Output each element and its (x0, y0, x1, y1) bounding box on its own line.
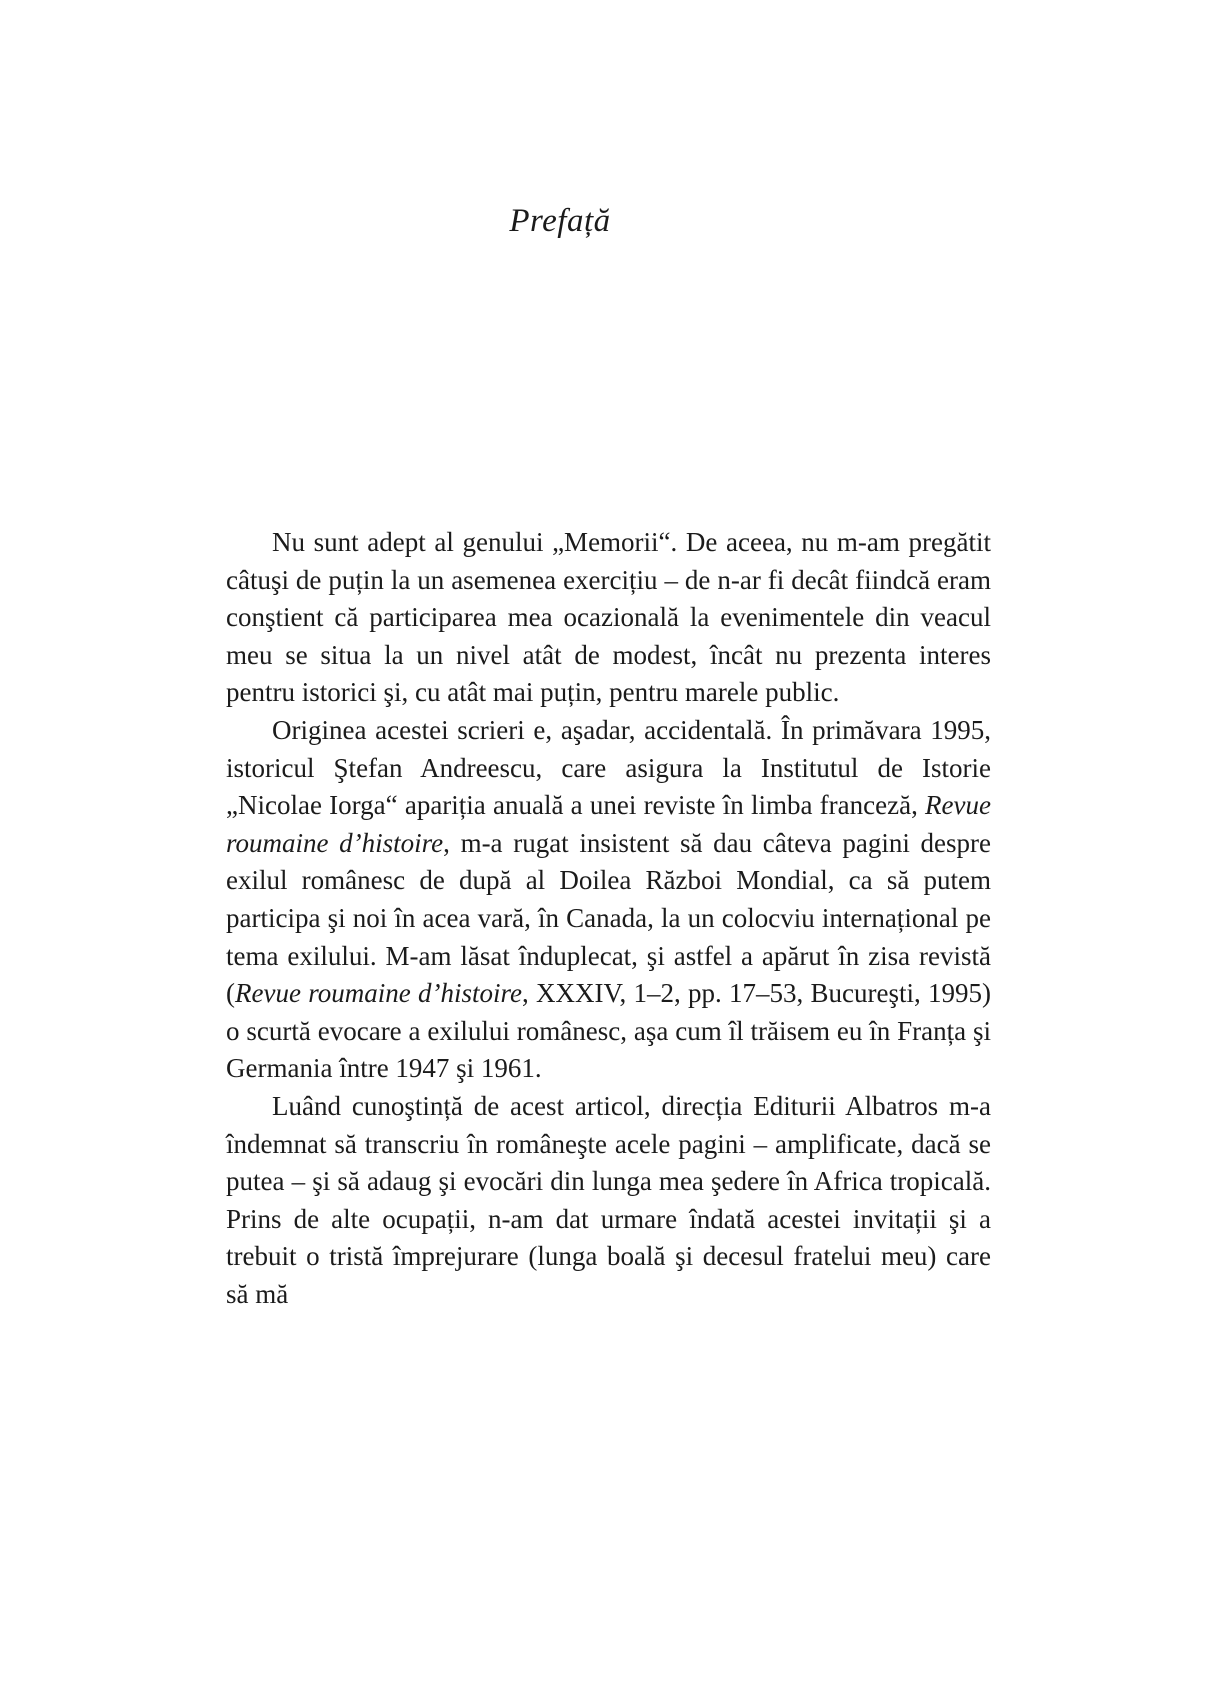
text-run: Originea acestei scrieri e, aşadar, accidentală. În primăvara 1995, istoricul Ştefan Andreescu, care asigura la Institutul de Istorie „Nicolae Iorga“ apariția anuală a unei reviste în limba franceză, (226, 714, 991, 821)
italic-text-run: Revue roumaine d’histoire (235, 978, 522, 1009)
paragraph (226, 1088, 991, 1314)
paragraph (226, 712, 991, 1088)
text-run: Nu sunt adept al genului „Memorii“. De aceea, nu m-am pregătit câtuşi de puțin la un asemenea exercițiu – de n-ar fi decât fiindcă eram conştient că participarea mea ocazională la evenimentele din veacul meu se situa la un nivel atât de modest, încât nu prezenta interes pentru istorici şi, cu atât mai puțin, pentru marele public. (226, 527, 991, 708)
text-run: , XXXIV, 1–2, pp. 17–53, Bucureşti, 1995) o scurtă evocare a exilului românesc, aşa cum îl trăisem eu în Franța şi Germania între 1947 şi 1961. (226, 978, 991, 1084)
text-run: , m-a rugat insistent să dau câteva pagini despre exilul românesc de după al Doilea Război Mondial, ca să putem participa şi noi în acea vară, în Canada, la un colocviu internațional pe tema exilului. M-am lăsat înduplecat, şi astfel a apărut în zisa revistă ( (226, 827, 992, 1009)
paragraph (226, 524, 991, 712)
page-title: Prefață (509, 203, 611, 239)
body-text (226, 524, 991, 1313)
italic-text-run: Revue roumaine d’histoire (226, 790, 991, 858)
text-run: Luând cunoştință de acest articol, direcția Editurii Albatros m-a îndemnat să transcriu în româneşte acele pagini – amplificate, dacă se putea – şi să adaug şi evocări din lunga mea şedere în Africa tropicală. Prins de alte ocupații, n-am dat urmare îndată acestei invitații şi a trebuit o tristă împrejurare (lunga boală şi decesul fratelui meu) care să mă (226, 1090, 991, 1309)
